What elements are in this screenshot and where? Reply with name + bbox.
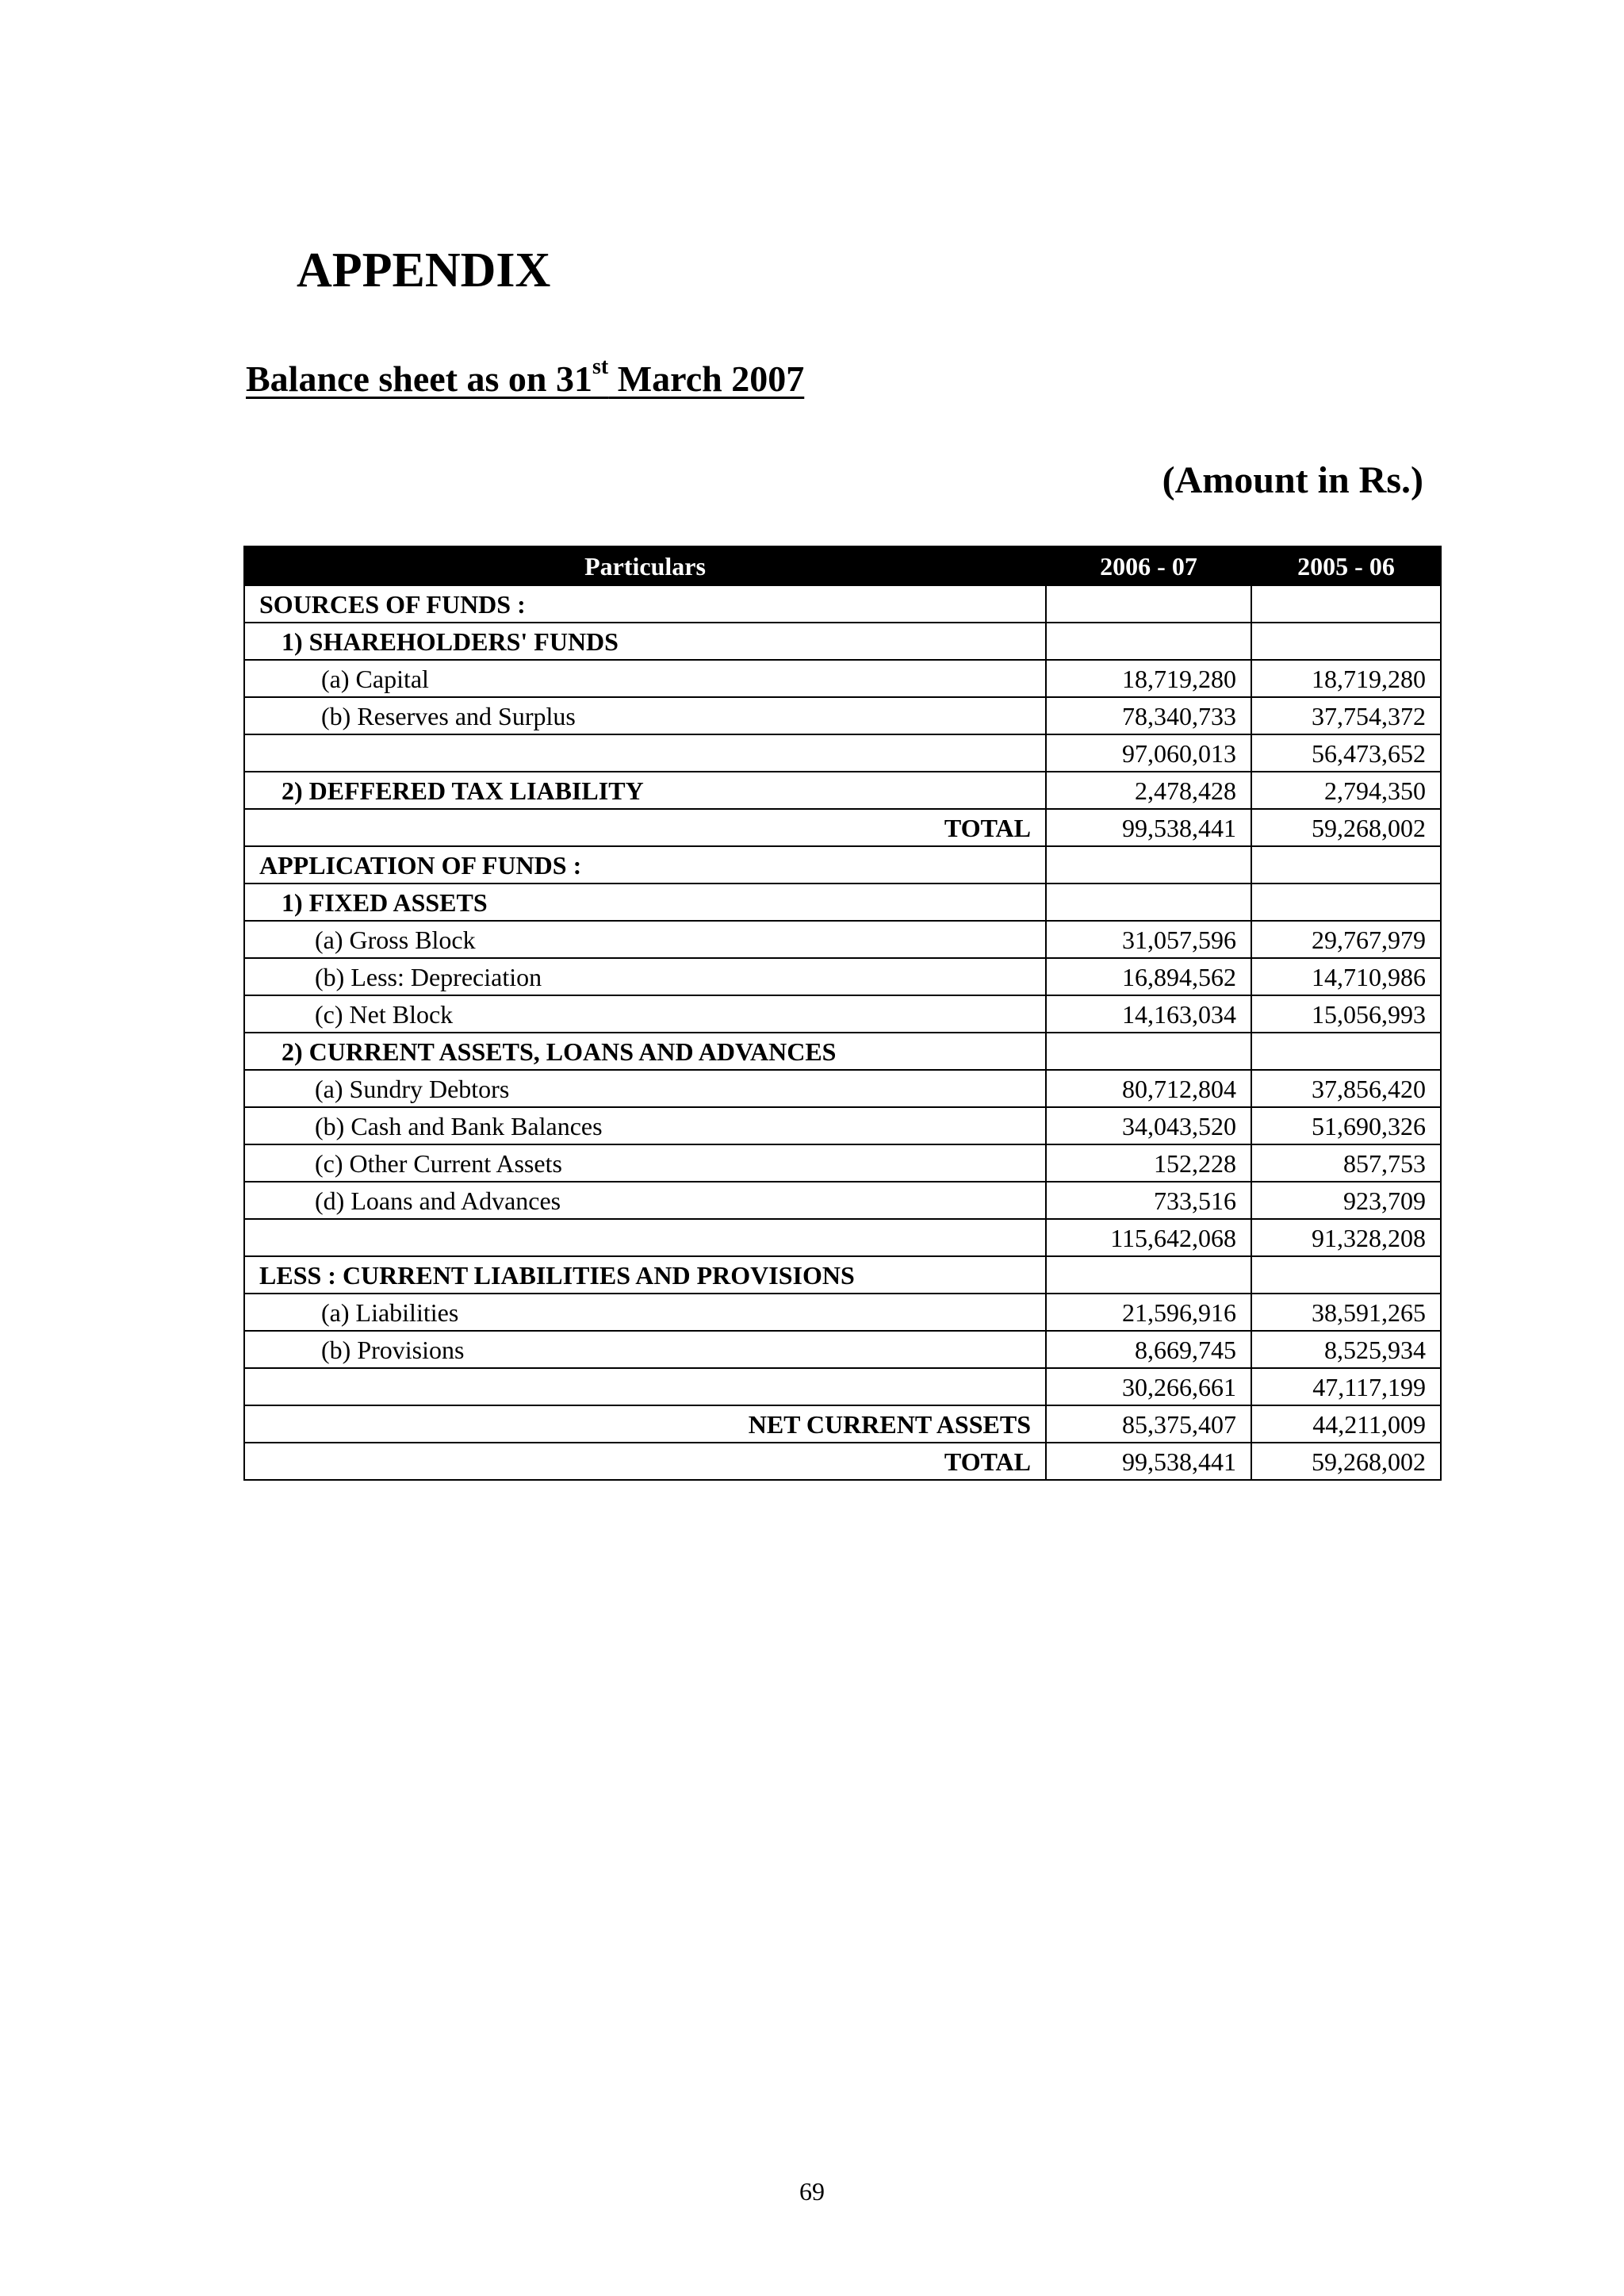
- particulars-cell: 1) SHAREHOLDERS' FUNDS: [244, 623, 1046, 660]
- page-number: 69: [799, 2177, 825, 2206]
- particulars-cell: TOTAL: [244, 809, 1046, 846]
- amount-2006-07-cell: 152,228: [1046, 1144, 1251, 1182]
- amount-2005-06-cell: [1251, 884, 1441, 921]
- particulars-cell: (b) Cash and Bank Balances: [244, 1107, 1046, 1144]
- amount-2006-07-cell: [1046, 846, 1251, 884]
- amount-2006-07-cell: 80,712,804: [1046, 1070, 1251, 1107]
- table-body: [244, 585, 1441, 1480]
- title-superscript: st: [592, 355, 609, 379]
- title-date-text: March 2007: [608, 358, 805, 399]
- amount-2005-06-cell: 2,794,350: [1251, 772, 1441, 809]
- amount-2006-07-cell: 18,719,280: [1046, 660, 1251, 697]
- amount-2005-06-cell: 37,856,420: [1251, 1070, 1441, 1107]
- particulars-cell: TOTAL: [244, 1443, 1046, 1480]
- amount-2005-06-cell: 15,056,993: [1251, 995, 1441, 1033]
- amount-2005-06-cell: [1251, 846, 1441, 884]
- header-particulars: Particulars: [244, 546, 1046, 585]
- amount-2006-07-cell: 85,375,407: [1046, 1405, 1251, 1443]
- amount-2005-06-cell: [1251, 585, 1441, 623]
- particulars-cell: (a) Capital: [244, 660, 1046, 697]
- particulars-cell: (c) Net Block: [244, 995, 1046, 1033]
- table-row: [244, 1107, 1441, 1144]
- particulars-cell: (a) Gross Block: [244, 921, 1046, 958]
- table-row: [244, 585, 1441, 623]
- amount-2006-07-cell: [1046, 1033, 1251, 1070]
- table-row: [244, 884, 1441, 921]
- table-row: [244, 1443, 1441, 1480]
- particulars-cell: [244, 1368, 1046, 1405]
- amount-2006-07-cell: 14,163,034: [1046, 995, 1251, 1033]
- title-text: Balance sheet as on 31: [246, 358, 592, 399]
- amount-2005-06-cell: 857,753: [1251, 1144, 1441, 1182]
- amount-2006-07-cell: 733,516: [1046, 1182, 1251, 1219]
- table-row: [244, 697, 1441, 734]
- particulars-cell: 2) CURRENT ASSETS, LOANS AND ADVANCES: [244, 1033, 1046, 1070]
- table-header-row: [244, 546, 1441, 585]
- amount-2005-06-cell: [1251, 1033, 1441, 1070]
- amount-2006-07-cell: 16,894,562: [1046, 958, 1251, 995]
- particulars-cell: NET CURRENT ASSETS: [244, 1405, 1046, 1443]
- amount-2006-07-cell: [1046, 1256, 1251, 1294]
- particulars-cell: (a) Sundry Debtors: [244, 1070, 1046, 1107]
- particulars-cell: [244, 734, 1046, 772]
- table-row: [244, 1144, 1441, 1182]
- page-heading: APPENDIX: [297, 243, 551, 297]
- amount-2005-06-cell: 14,710,986: [1251, 958, 1441, 995]
- amount-2006-07-cell: 97,060,013: [1046, 734, 1251, 772]
- amount-2005-06-cell: 44,211,009: [1251, 1405, 1441, 1443]
- amount-2005-06-cell: 91,328,208: [1251, 1219, 1441, 1256]
- table-row: [244, 1368, 1441, 1405]
- balance-sheet-title: [246, 355, 805, 399]
- particulars-cell: LESS : CURRENT LIABILITIES AND PROVISIONS: [244, 1256, 1046, 1294]
- particulars-cell: [244, 1219, 1046, 1256]
- amount-2005-06-cell: 8,525,934: [1251, 1331, 1441, 1368]
- amount-2005-06-cell: [1251, 623, 1441, 660]
- amount-2005-06-cell: 29,767,979: [1251, 921, 1441, 958]
- particulars-cell: (b) Reserves and Surplus: [244, 697, 1046, 734]
- amount-2006-07-cell: 2,478,428: [1046, 772, 1251, 809]
- table-row: [244, 1182, 1441, 1219]
- particulars-cell: APPLICATION OF FUNDS :: [244, 846, 1046, 884]
- table-row: [244, 958, 1441, 995]
- amount-2006-07-cell: 21,596,916: [1046, 1294, 1251, 1331]
- table-row: [244, 772, 1441, 809]
- table-row: [244, 1294, 1441, 1331]
- amount-2006-07-cell: 78,340,733: [1046, 697, 1251, 734]
- amount-2006-07-cell: [1046, 585, 1251, 623]
- table-row: [244, 623, 1441, 660]
- table-row: [244, 660, 1441, 697]
- amount-2006-07-cell: 31,057,596: [1046, 921, 1251, 958]
- amount-2005-06-cell: 59,268,002: [1251, 809, 1441, 846]
- amount-2005-06-cell: 18,719,280: [1251, 660, 1441, 697]
- amount-2005-06-cell: 923,709: [1251, 1182, 1441, 1219]
- amount-2006-07-cell: 30,266,661: [1046, 1368, 1251, 1405]
- amount-2006-07-cell: [1046, 623, 1251, 660]
- table-row: [244, 995, 1441, 1033]
- amount-2006-07-cell: 99,538,441: [1046, 809, 1251, 846]
- amount-2005-06-cell: 59,268,002: [1251, 1443, 1441, 1480]
- header-year-2005-06: 2005 - 06: [1251, 546, 1441, 585]
- header-year-2006-07: 2006 - 07: [1046, 546, 1251, 585]
- amount-2005-06-cell: 56,473,652: [1251, 734, 1441, 772]
- table-row: [244, 1405, 1441, 1443]
- table-row: [244, 1033, 1441, 1070]
- particulars-cell: SOURCES OF FUNDS :: [244, 585, 1046, 623]
- table-row: [244, 846, 1441, 884]
- particulars-cell: (b) Less: Depreciation: [244, 958, 1046, 995]
- amount-unit-note: (Amount in Rs.): [1162, 459, 1423, 501]
- amount-2006-07-cell: 115,642,068: [1046, 1219, 1251, 1256]
- amount-2006-07-cell: 99,538,441: [1046, 1443, 1251, 1480]
- amount-2006-07-cell: 34,043,520: [1046, 1107, 1251, 1144]
- amount-2005-06-cell: 47,117,199: [1251, 1368, 1441, 1405]
- amount-2006-07-cell: [1046, 884, 1251, 921]
- particulars-cell: (a) Liabilities: [244, 1294, 1046, 1331]
- particulars-cell: 2) DEFFERED TAX LIABILITY: [244, 772, 1046, 809]
- amount-2006-07-cell: 8,669,745: [1046, 1331, 1251, 1368]
- particulars-cell: (d) Loans and Advances: [244, 1182, 1046, 1219]
- amount-2005-06-cell: 51,690,326: [1251, 1107, 1441, 1144]
- balance-sheet-table: [243, 546, 1442, 1481]
- table-row: [244, 921, 1441, 958]
- table-row: [244, 1331, 1441, 1368]
- table-row: [244, 1219, 1441, 1256]
- table-row: [244, 1256, 1441, 1294]
- amount-2005-06-cell: [1251, 1256, 1441, 1294]
- table-row: [244, 734, 1441, 772]
- table-row: [244, 809, 1441, 846]
- particulars-cell: (c) Other Current Assets: [244, 1144, 1046, 1182]
- particulars-cell: 1) FIXED ASSETS: [244, 884, 1046, 921]
- particulars-cell: (b) Provisions: [244, 1331, 1046, 1368]
- table-row: [244, 1070, 1441, 1107]
- amount-2005-06-cell: 37,754,372: [1251, 697, 1441, 734]
- amount-2005-06-cell: 38,591,265: [1251, 1294, 1441, 1331]
